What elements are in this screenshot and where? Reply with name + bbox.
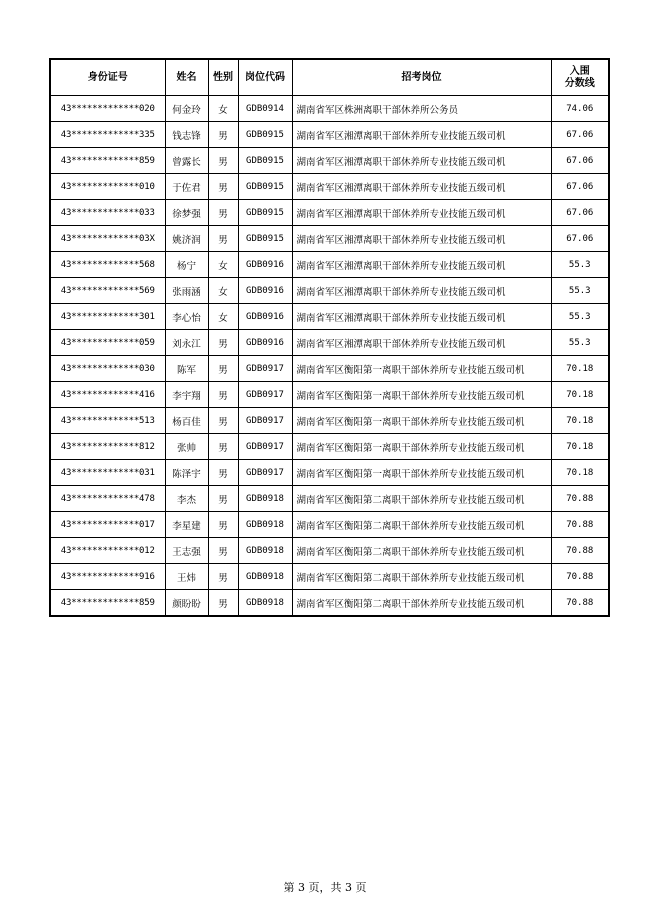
cell-gender: 男 [208, 356, 238, 382]
cell-code: GDB0916 [238, 252, 292, 278]
table-row [50, 460, 609, 486]
cell-code: GDB0915 [238, 226, 292, 252]
table-row [50, 590, 609, 617]
cell-code: GDB0918 [238, 590, 292, 617]
cell-code: GDB0915 [238, 174, 292, 200]
cell-name: 张帅 [165, 434, 208, 460]
cell-id: 43*************03X [50, 226, 165, 252]
cell-post: 湖南省军区湘潭离职干部休养所专业技能五级司机 [292, 278, 551, 304]
cell-name: 曾露长 [165, 148, 208, 174]
cell-gender: 男 [208, 148, 238, 174]
cell-code: GDB0917 [238, 408, 292, 434]
cell-score: 70.88 [551, 486, 609, 512]
table-row [50, 564, 609, 590]
cell-code: GDB0914 [238, 96, 292, 122]
header-id: 身份证号 [50, 59, 165, 96]
cell-id: 43*************012 [50, 538, 165, 564]
cell-score: 67.06 [551, 122, 609, 148]
cell-code: GDB0918 [238, 512, 292, 538]
cell-name: 李宇翔 [165, 382, 208, 408]
cell-id: 43*************059 [50, 330, 165, 356]
table-row [50, 304, 609, 330]
cell-score: 67.06 [551, 174, 609, 200]
cell-id: 43*************859 [50, 148, 165, 174]
cell-gender: 女 [208, 278, 238, 304]
cell-post: 湖南省军区衡阳第二离职干部休养所专业技能五级司机 [292, 538, 551, 564]
cell-score: 70.18 [551, 382, 609, 408]
cell-score: 70.18 [551, 434, 609, 460]
cell-gender: 男 [208, 434, 238, 460]
cell-post: 湖南省军区湘潭离职干部休养所专业技能五级司机 [292, 122, 551, 148]
cell-code: GDB0916 [238, 330, 292, 356]
cell-gender: 男 [208, 460, 238, 486]
cell-name: 钱志锋 [165, 122, 208, 148]
cell-gender: 男 [208, 382, 238, 408]
table-row [50, 330, 609, 356]
cell-code: GDB0918 [238, 564, 292, 590]
cell-code: GDB0916 [238, 304, 292, 330]
table-row [50, 278, 609, 304]
cell-name: 刘永江 [165, 330, 208, 356]
cell-name: 张雨涵 [165, 278, 208, 304]
cell-code: GDB0918 [238, 486, 292, 512]
cell-gender: 男 [208, 226, 238, 252]
cell-post: 湖南省军区衡阳第一离职干部休养所专业技能五级司机 [292, 356, 551, 382]
cell-id: 43*************859 [50, 590, 165, 617]
cell-id: 43*************568 [50, 252, 165, 278]
table-row [50, 122, 609, 148]
cell-post: 湖南省军区湘潭离职干部休养所专业技能五级司机 [292, 200, 551, 226]
cell-code: GDB0917 [238, 356, 292, 382]
cell-score: 67.06 [551, 226, 609, 252]
cell-name: 王志强 [165, 538, 208, 564]
cell-post: 湖南省军区湘潭离职干部休养所专业技能五级司机 [292, 148, 551, 174]
cell-name: 陈军 [165, 356, 208, 382]
cell-code: GDB0915 [238, 200, 292, 226]
cell-post: 湖南省军区湘潭离职干部休养所专业技能五级司机 [292, 304, 551, 330]
cell-id: 43*************020 [50, 96, 165, 122]
cell-post: 湖南省军区衡阳第一离职干部休养所专业技能五级司机 [292, 460, 551, 486]
cell-code: GDB0917 [238, 382, 292, 408]
table-row [50, 486, 609, 512]
cell-score: 70.88 [551, 538, 609, 564]
cell-id: 43*************030 [50, 356, 165, 382]
cell-name: 于佐君 [165, 174, 208, 200]
table-body [50, 96, 609, 617]
cell-post: 湖南省军区湘潭离职干部休养所专业技能五级司机 [292, 252, 551, 278]
cell-gender: 男 [208, 330, 238, 356]
cell-post: 湖南省军区衡阳第二离职干部休养所专业技能五级司机 [292, 590, 551, 617]
cell-name: 王炜 [165, 564, 208, 590]
cell-name: 杨百佳 [165, 408, 208, 434]
cell-post: 湖南省军区湘潭离职干部休养所专业技能五级司机 [292, 226, 551, 252]
header-post: 招考岗位 [292, 59, 551, 96]
page-footer: 第 3 页，共 3 页 [283, 881, 367, 894]
cell-id: 43*************335 [50, 122, 165, 148]
cell-score: 55.3 [551, 304, 609, 330]
header-name: 姓名 [165, 59, 208, 96]
table-row [50, 174, 609, 200]
cell-post: 湖南省军区湘潭离职干部休养所专业技能五级司机 [292, 330, 551, 356]
cell-score: 67.06 [551, 148, 609, 174]
cell-name: 何金玲 [165, 96, 208, 122]
cell-name: 李心怡 [165, 304, 208, 330]
cell-score: 70.88 [551, 512, 609, 538]
cell-score: 70.18 [551, 408, 609, 434]
cell-code: GDB0917 [238, 434, 292, 460]
cell-score: 55.3 [551, 252, 609, 278]
cell-gender: 女 [208, 252, 238, 278]
table-row [50, 252, 609, 278]
header-score [551, 59, 609, 96]
table-row [50, 538, 609, 564]
cell-name: 李杰 [165, 486, 208, 512]
cell-score: 55.3 [551, 330, 609, 356]
cell-code: GDB0915 [238, 122, 292, 148]
cell-id: 43*************478 [50, 486, 165, 512]
cell-id: 43*************301 [50, 304, 165, 330]
cell-score: 70.18 [551, 460, 609, 486]
header-gender: 性别 [208, 59, 238, 96]
cell-name: 杨宁 [165, 252, 208, 278]
cell-post: 湖南省军区衡阳第二离职干部休养所专业技能五级司机 [292, 486, 551, 512]
cell-id: 43*************033 [50, 200, 165, 226]
cell-gender: 男 [208, 174, 238, 200]
table-row [50, 382, 609, 408]
table-row [50, 96, 609, 122]
cell-gender: 男 [208, 122, 238, 148]
table-row [50, 356, 609, 382]
cell-score: 55.3 [551, 278, 609, 304]
cell-score: 67.06 [551, 200, 609, 226]
cell-id: 43*************513 [50, 408, 165, 434]
header-code: 岗位代码 [238, 59, 292, 96]
cell-code: GDB0915 [238, 148, 292, 174]
table-row [50, 200, 609, 226]
cell-gender: 男 [208, 486, 238, 512]
cell-gender: 男 [208, 564, 238, 590]
header-score-line1: 入围 [569, 65, 590, 77]
cell-score: 70.88 [551, 590, 609, 617]
cell-post: 湖南省军区株洲离职干部休养所公务员 [292, 96, 551, 122]
cell-gender: 女 [208, 304, 238, 330]
cell-name: 陈泽宇 [165, 460, 208, 486]
cell-name: 李星建 [165, 512, 208, 538]
cell-post: 湖南省军区衡阳第一离职干部休养所专业技能五级司机 [292, 408, 551, 434]
table-row [50, 512, 609, 538]
header-score-line2: 分数线 [564, 77, 595, 89]
table-row [50, 226, 609, 252]
cell-gender: 男 [208, 512, 238, 538]
cell-name: 徐梦强 [165, 200, 208, 226]
cell-name: 姚济润 [165, 226, 208, 252]
cell-id: 43*************569 [50, 278, 165, 304]
cell-id: 43*************812 [50, 434, 165, 460]
cell-code: GDB0918 [238, 538, 292, 564]
cell-code: GDB0916 [238, 278, 292, 304]
cell-id: 43*************017 [50, 512, 165, 538]
cell-post: 湖南省军区衡阳第二离职干部休养所专业技能五级司机 [292, 564, 551, 590]
cell-score: 70.88 [551, 564, 609, 590]
cell-post: 湖南省军区衡阳第二离职干部休养所专业技能五级司机 [292, 512, 551, 538]
table-header-row [50, 59, 609, 96]
cell-gender: 男 [208, 538, 238, 564]
cell-gender: 男 [208, 590, 238, 617]
table-row [50, 408, 609, 434]
cell-gender: 男 [208, 408, 238, 434]
cell-post: 湖南省军区衡阳第一离职干部休养所专业技能五级司机 [292, 434, 551, 460]
cell-score: 70.18 [551, 356, 609, 382]
table-row [50, 434, 609, 460]
cell-name: 颜盼盼 [165, 590, 208, 617]
cell-id: 43*************010 [50, 174, 165, 200]
candidate-table [49, 58, 610, 617]
cell-id: 43*************416 [50, 382, 165, 408]
cell-post: 湖南省军区湘潭离职干部休养所专业技能五级司机 [292, 174, 551, 200]
cell-gender: 男 [208, 200, 238, 226]
cell-id: 43*************916 [50, 564, 165, 590]
cell-post: 湖南省军区衡阳第一离职干部休养所专业技能五级司机 [292, 382, 551, 408]
cell-id: 43*************031 [50, 460, 165, 486]
cell-code: GDB0917 [238, 460, 292, 486]
cell-gender: 女 [208, 96, 238, 122]
cell-score: 74.06 [551, 96, 609, 122]
table-row [50, 148, 609, 174]
